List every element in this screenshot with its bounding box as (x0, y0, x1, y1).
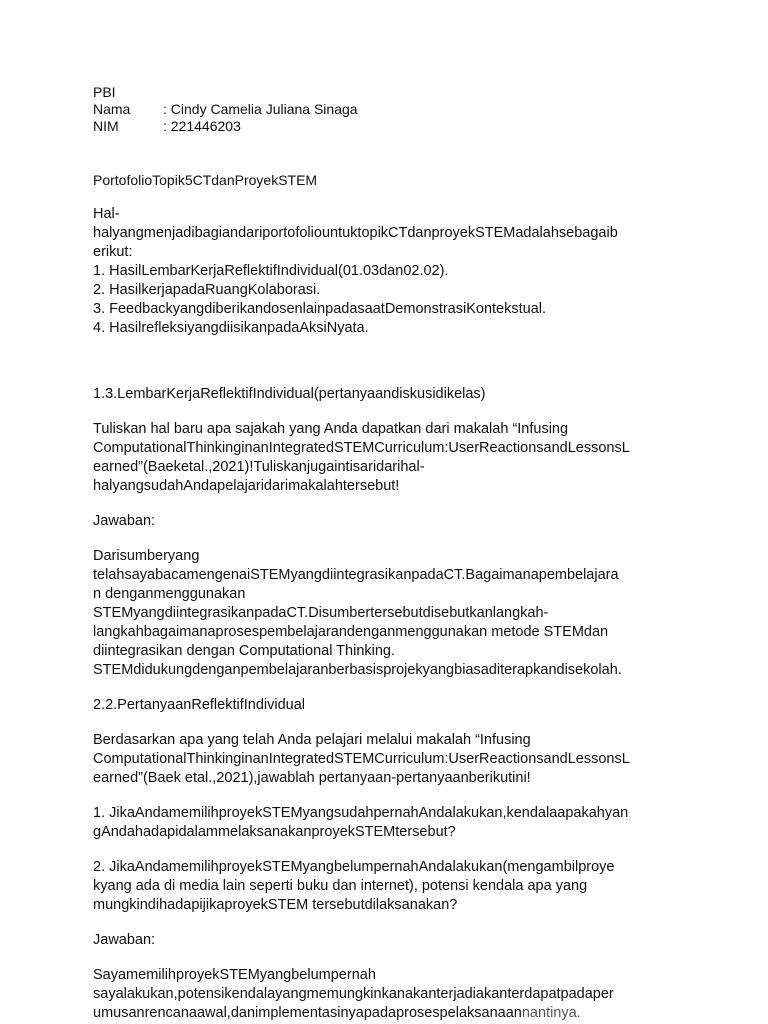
intro-list-item: 3. FeedbackyangdiberikandosenlainpadasaatDemonstrasiKontekstual. (93, 301, 547, 317)
intro-list-item: 2. HasilkerjapadaRuangKolaborasi. (93, 282, 321, 298)
answer-label: Jawaban: (93, 932, 156, 948)
answer-line: telahsayabacamengenaiSTEMyangdiintegrasikanpadaCT.Bagaimanapembelajara (93, 567, 619, 583)
question-line: Tuliskan hal baru apa sajakah yang Anda dapatkan dari makalah “Infusing (93, 421, 569, 437)
nim-label: NIM (93, 118, 119, 134)
answer-line: sayalakukan,potensikendalayangmemungkinkanakanterjadiakanterdapatpadaper (93, 986, 614, 1002)
section2-question (93, 731, 693, 788)
intro-line: halyangmenjadibagiandariportofoliountuktopikCTdanproyekSTEMadalahsebagaib (93, 225, 618, 241)
course-code: PBI (93, 84, 116, 100)
answer-line: Darisumberyang (93, 548, 200, 564)
question-line: kyang ada di media lain seperti buku dan internet), potensi kendala apa yang (93, 878, 588, 894)
name-row (93, 101, 693, 118)
question-line: earned”(Baek etal.,2021),jawablah pertanyaan-pertanyaanberikutini! (93, 770, 531, 786)
document-title: PortofolioTopik5CTdanProyekSTEM (93, 172, 318, 188)
nim-value: : 221446203 (163, 118, 241, 134)
course-row (93, 84, 693, 101)
question-line: mungkindihadapijikaproyekSTEM tersebutdilaksanakan? (93, 897, 458, 913)
section2-q2 (93, 858, 693, 915)
name-label: Nama (93, 101, 131, 117)
answer-label: Jawaban: (93, 513, 156, 529)
intro-list-item: 1. HasilLembarKerjaReflektifIndividual(01.03dan02.02). (93, 263, 449, 279)
section1-heading: 1.3.LembarKerjaReflektifIndividual(pertanyaandiskusidikelas) (93, 386, 486, 402)
answer-line (93, 1004, 693, 1023)
question-line: earned”(Baeketal.,2021)!Tuliskanjugaintisaridarihal- (93, 459, 425, 475)
answer-line: STEMdidukungdenganpembelajaranberbasisprojekyangbiasaditerapkandisekolah. (93, 662, 622, 678)
question-line: 1. JikaAndamemilihproyekSTEMyangsudahpernahAndalakukan,kendalaapakahyan (93, 805, 629, 821)
student-header (93, 84, 693, 135)
intro-paragraph (93, 205, 693, 338)
answer-line: diintegrasikan dengan Computational Thinking. (93, 643, 396, 659)
section2-heading: 2.2.PertanyaanReflektifIndividual (93, 697, 305, 713)
intro-list-item: 4. HasilrefleksiyangdiisikanpadaAksiNyata. (93, 320, 369, 336)
intro-line: erikut: (93, 244, 133, 260)
question-line: 2. JikaAndamemilihproyekSTEMyangbelumpernahAndalakukan(mengambilproye (93, 859, 615, 875)
nim-row (93, 118, 693, 135)
section1-question (93, 420, 693, 496)
question-line: Berdasarkan apa yang telah Anda pelajari melalui makalah “Infusing (93, 732, 531, 748)
name-value: : Cindy Camelia Juliana Sinaga (163, 101, 358, 117)
question-line: ComputationalThinkinginanIntegratedSTEMCurriculum:UserReactionsandLessonsL (93, 440, 630, 456)
section2-answer-label (93, 931, 693, 950)
answer-text: umusanrencanaawal,danimplementasinyapadaprosespelaksanaan (93, 1005, 522, 1021)
section1-answer (93, 547, 693, 680)
intro-line: Hal- (93, 206, 120, 222)
answer-line: n denganmenggunakan (93, 586, 246, 602)
answer-line: SayamemilihproyekSTEMyangbelumpernah (93, 967, 376, 983)
document-page (93, 84, 693, 1023)
question-line: gAndahadapidalammelaksanakanproyekSTEMtersebut? (93, 824, 456, 840)
section1-answer-label (93, 512, 693, 531)
question-line: halyangsudahAndapelajaridarimakalahtersebut! (93, 478, 400, 494)
section2-q1 (93, 804, 693, 842)
answer-text-faded: nantinya. (521, 1005, 581, 1021)
answer-line: langkahbagaimanaprosespembelajarandenganmenggunakan metode STEMdan (93, 624, 609, 640)
section2-answer (93, 966, 693, 1023)
question-line: ComputationalThinkinginanIntegratedSTEMCurriculum:UserReactionsandLessonsL (93, 751, 630, 767)
answer-line: STEMyangdiintegrasikanpadaCT.Disumbertersebutdisebutkanlangkah- (93, 605, 549, 621)
